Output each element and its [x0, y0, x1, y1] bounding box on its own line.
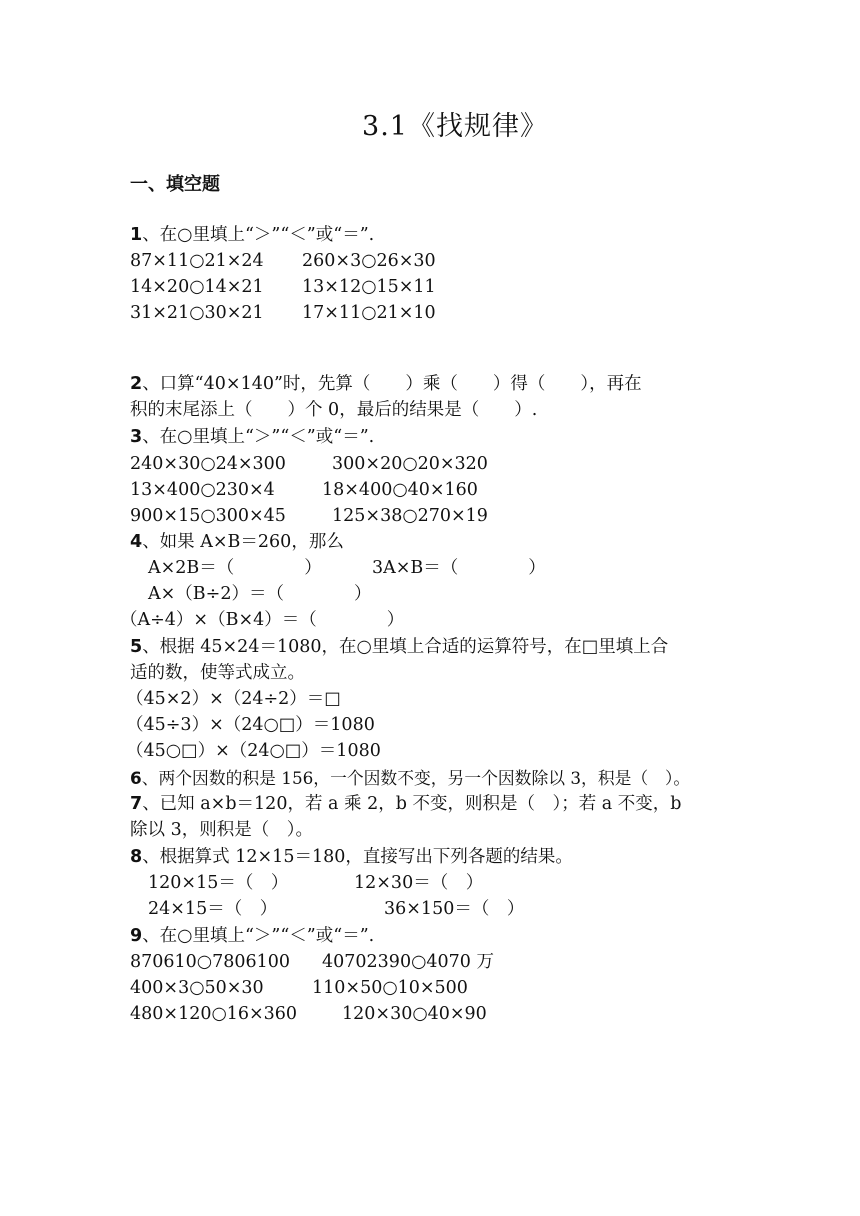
question-3 [130, 426, 374, 448]
question-number: 6 [130, 768, 142, 788]
expression: 125×38○270×19 [332, 506, 488, 526]
question-2 [130, 373, 642, 395]
question-3-row-2 [130, 479, 478, 501]
expression: 120×15＝（ ） [148, 873, 289, 893]
question-5-row-2 [126, 714, 375, 736]
question-text: 、口算“40×140”时，先算（ ）乘（ ）得（ ），再在 [142, 374, 642, 394]
question-number: 8 [130, 847, 143, 867]
question-5 [130, 636, 668, 658]
question-text: 积的末尾添上（ ）个 0，最后的结果是（ ）. [130, 400, 538, 420]
expression: A×2B＝（ ） [148, 558, 322, 578]
expression: 13×400○230×4 [130, 480, 275, 500]
question-8-row-1 [148, 872, 483, 894]
expression: 18×400○40×160 [322, 480, 478, 500]
expression: 480×120○16×360 [130, 1004, 298, 1024]
question-5-row-3 [126, 740, 381, 762]
question-7 [130, 793, 681, 815]
question-number: 7 [130, 794, 143, 814]
question-number: 9 [130, 926, 143, 946]
question-text: 、两个因数的积是 156，一个因数不变，另一个因数除以 3，积是（ ）。 [141, 768, 691, 788]
question-1-row-1 [130, 250, 436, 272]
question-5-row-1 [126, 688, 341, 710]
expression: 120×30○40×90 [342, 1004, 487, 1024]
question-text: 、如果 A×B＝260，那么 [142, 532, 344, 552]
question-1 [130, 224, 374, 246]
question-4 [130, 531, 344, 553]
question-text: 、根据算式 12×15＝180，直接写出下列各题的结果。 [142, 847, 573, 867]
expression: 40702390○4070 万 [322, 952, 494, 972]
question-text: 、已知 a×b＝120，若 a 乘 2，b 不变，则积是（ ）；若 a 不变，b [142, 794, 682, 814]
expression: 24×15＝（ ） [148, 899, 278, 919]
expression: 36×150＝（ ） [384, 899, 525, 919]
expression: 17×11○21×10 [302, 303, 436, 323]
expression: A×（B÷2）＝（ ） [148, 584, 372, 604]
expression: （45○□）×（24○□）＝1080 [126, 741, 381, 761]
expression: 870610○7806100 [130, 952, 291, 972]
question-text: 、在○里填上“＞”“＜”或“＝”. [142, 926, 375, 946]
expression: 13×12○15×11 [302, 277, 436, 297]
expression: （45×2）×（24÷2）＝□ [126, 689, 341, 709]
page-title: 3.1《找规律》 [362, 111, 548, 142]
question-number: 1 [130, 225, 143, 245]
question-3-row-1 [130, 453, 488, 475]
question-9-row-3 [130, 1003, 487, 1025]
expression: 110×50○10×500 [312, 978, 468, 998]
expression: 900×15○300×45 [130, 506, 286, 526]
question-text: 、在○里填上“＞”“＜”或“＝”. [142, 427, 375, 447]
question-6 [130, 767, 690, 789]
question-2-continued [130, 399, 537, 421]
question-text: 、在○里填上“＞”“＜”或“＝”. [142, 225, 375, 245]
question-text: 适的数，使等式成立。 [130, 663, 305, 683]
expression: 14×20○14×21 [130, 277, 264, 297]
question-1-row-2 [130, 276, 436, 298]
question-8-row-2 [148, 898, 524, 920]
question-1-row-3 [130, 302, 436, 324]
question-4-row-1 [148, 557, 546, 579]
question-number: 2 [130, 374, 143, 394]
question-3-row-3 [130, 505, 488, 527]
question-8 [130, 846, 573, 868]
expression: 400×3○50×30 [130, 978, 264, 998]
expression: 31×21○30×21 [130, 303, 264, 323]
expression: （45÷3）×（24○□）＝1080 [126, 715, 375, 735]
expression: 240×30○24×300 [130, 454, 286, 474]
question-7-continued [130, 819, 313, 841]
question-4-row-2 [148, 583, 371, 605]
question-9 [130, 925, 374, 947]
expression: 260×3○26×30 [302, 251, 436, 271]
question-number: 3 [130, 427, 143, 447]
expression: 300×20○20×320 [332, 454, 488, 474]
question-4-row-3 [120, 609, 404, 631]
expression: 87×11○21×24 [130, 251, 264, 271]
question-number: 5 [130, 637, 143, 657]
section-heading: 一、填空题 [130, 174, 220, 195]
expression: 3A×B＝（ ） [372, 558, 546, 578]
question-5-continued [130, 662, 305, 684]
question-number: 4 [130, 532, 143, 552]
question-text: 、根据 45×24＝1080，在○里填上合适的运算符号，在□里填上合 [142, 637, 669, 657]
question-9-row-1 [130, 951, 494, 973]
question-9-row-2 [130, 977, 468, 999]
question-text: 除以 3，则积是（ ）。 [130, 820, 313, 840]
expression: 12×30＝（ ） [354, 873, 484, 893]
expression: （A÷4）×（B×4）＝（ ） [120, 610, 405, 630]
